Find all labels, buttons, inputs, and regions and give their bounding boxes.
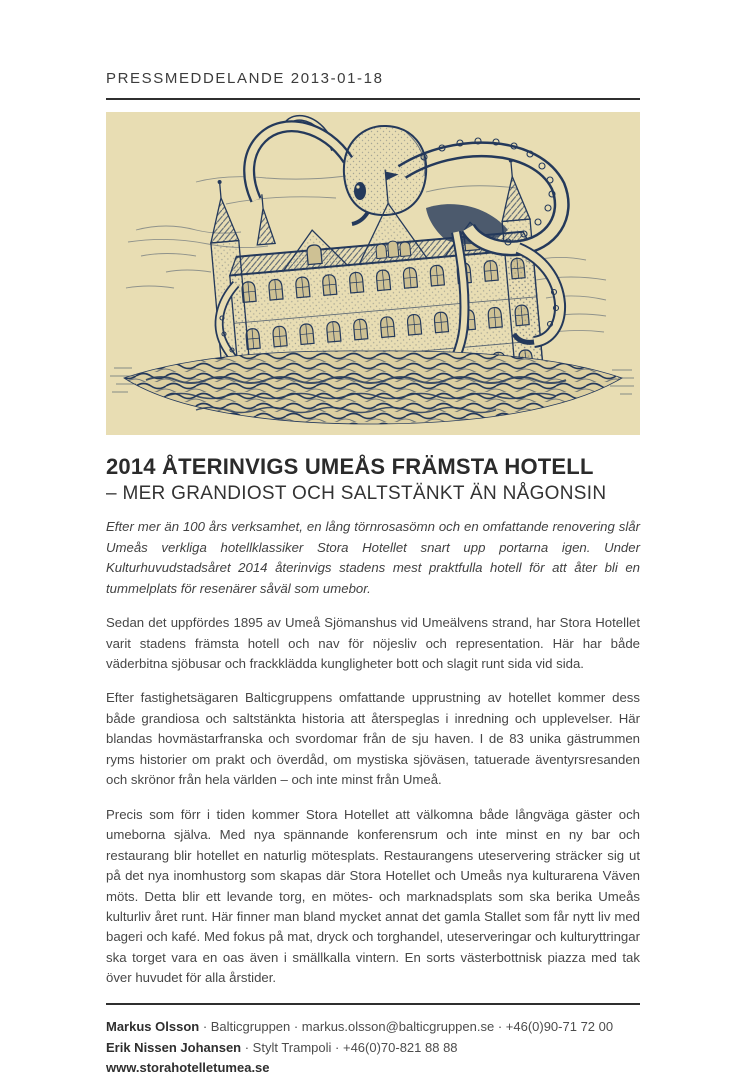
contact-details: · Balticgruppen · markus.olsson@balticgruppen.se · +46(0)90-71 72 00	[199, 1018, 614, 1034]
contact-details: · Stylt Trampoli · +46(0)70-821 88 88	[241, 1039, 458, 1055]
website-url: www.storahotelletumea.se	[106, 1060, 270, 1076]
subheadline: – MER GRANDIOST OCH SALTSTÄNKT ÄN NÅGONSIN	[106, 482, 607, 504]
contact-footer	[106, 1017, 640, 1079]
footer-divider	[106, 1003, 640, 1005]
hotel-octopus-illustration	[106, 112, 640, 435]
contact-line	[106, 1038, 640, 1059]
contact-name: Erik Nissen Johansen	[106, 1039, 242, 1055]
headline: 2014 ÅTERINVIGS UMEÅS FRÄMSTA HOTELL	[106, 454, 594, 479]
octopus-engraving-svg	[106, 112, 640, 435]
lead-paragraph: Efter mer än 100 års verksamhet, en lång törnrosasömn och en omfattande renovering slår Umeås verkliga hotellklassiker Stora Hotellet snart upp portarna igen. Under Kulturhuvudstadsåret 2014 återinvigs stadens mest praktfulla hotell för att åter bli en tummelplats för resenärer såväl som umebor.	[106, 519, 640, 596]
body-paragraph-1: Sedan det uppfördes 1895 av Umeå Sjömanshus vid Umeälvens strand, har Stora Hotellet varit stadens främsta hotell och nav för nöjesliv och representation. Här har både väderbitna sjöbusar och frackklädda kungligheter bott och slagit runt sida vid sida.	[106, 615, 640, 672]
contact-line	[106, 1017, 640, 1038]
body-paragraph-3: Precis som förr i tiden kommer Stora Hotellet att välkomna både långväga gäster och umeborna själva. Med nya spännande konferensrum och inte minst en ny bar och restaurang blir hotellet en naturlig mötesplats. Restaurangens uteservering sträcker sig ut på det nya inomhustorg som skapas där Stora Hotellet och Umeås nya kulturarena Väven möts. Detta blir ett levande torg, en mötes- och marknadsplats som ska berika Umeås kulturliv året runt. Här finner man bland mycket annat det gamla Stallet som får nytt liv med bageri och kafé. Med fokus på mat, dryck och torghandel, uteserveringar och kulturyttringar ska torget vara en oas även i smällkalla vintern. En sorts västerbottnisk piazza med tak över huvudet för alla årstider.	[106, 806, 640, 986]
body-paragraph-2: Efter fastighetsägaren Balticgruppens omfattande upprustning av hotellet kommer dess både grandiosa och saltstänkta historia att återspeglas i inredning och upplevelser. Här blandas hovmästarfranska och svordomar från de sju haven. I de 83 unika gästrummen ryms historier om prakt och överdåd, om mystiska sjöväsen, tatuerade äventyrsresanden och skrönor från hela världen – och inte minst från Umeå.	[106, 690, 640, 788]
header-divider	[106, 98, 640, 100]
contact-name: Markus Olsson	[106, 1018, 200, 1034]
document-kicker: PRESSMEDDELANDE 2013-01-18	[106, 70, 384, 87]
